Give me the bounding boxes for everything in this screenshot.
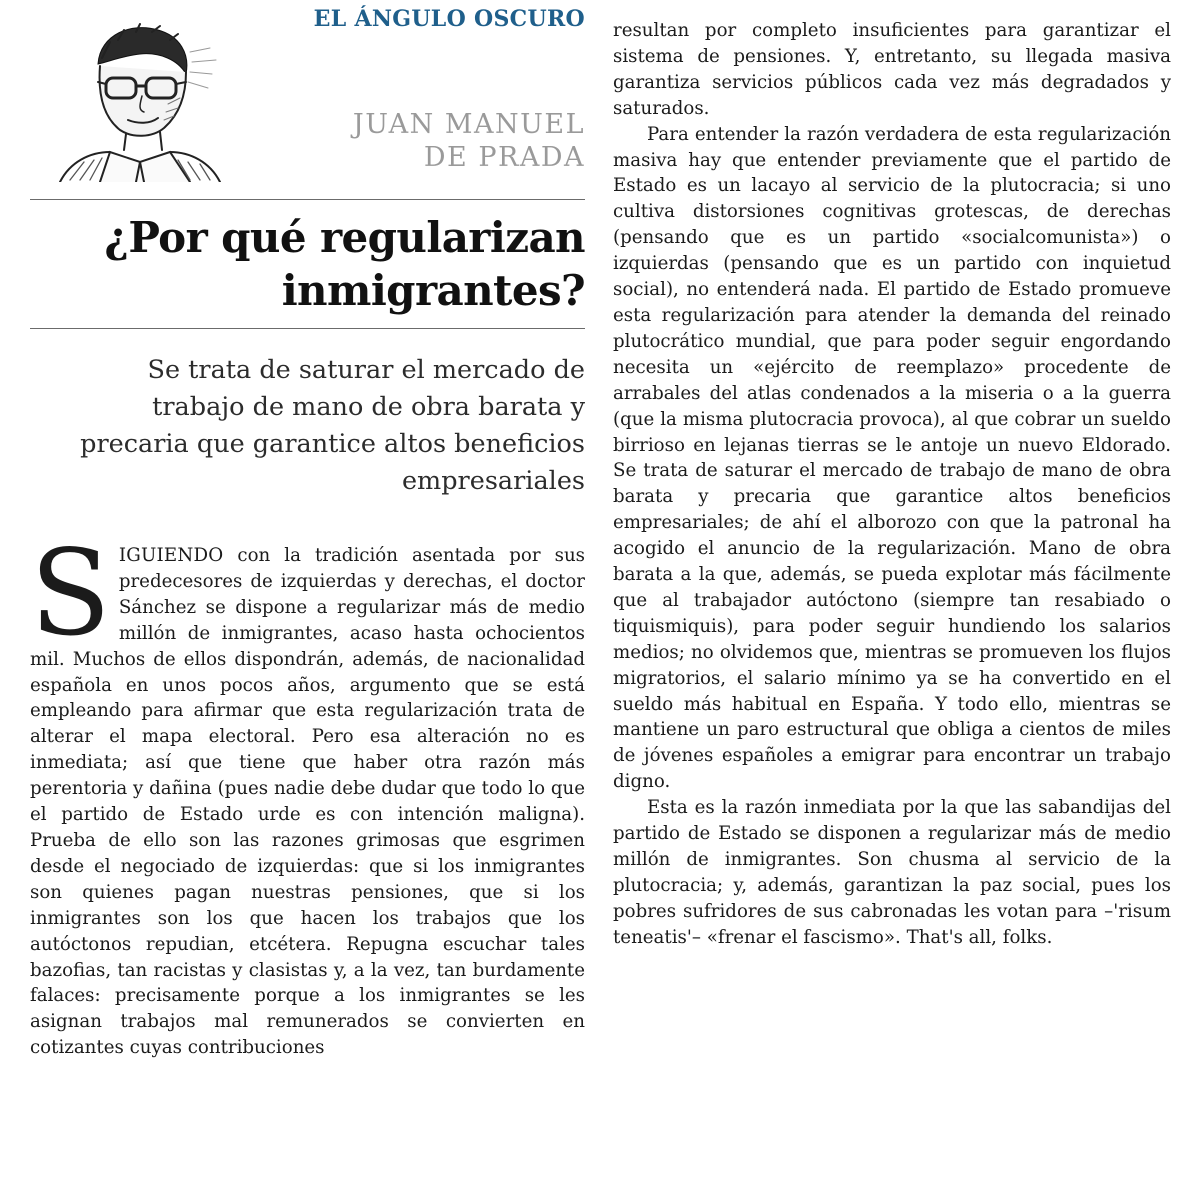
author-name-line1: JUAN MANUEL bbox=[352, 109, 585, 140]
divider-top bbox=[30, 199, 585, 200]
article-column-right bbox=[613, 18, 1171, 1178]
paragraph: resultan por completo insuficientes para garantizar el sistema de pensiones. Y, entretanto, su llegada masiva garantiza servicios públicos cada vez más degradados y saturados. bbox=[613, 20, 1171, 119]
lead-caps: IGUIENDO bbox=[118, 545, 224, 566]
paragraph: Para entender la razón verdadera de esta regularización masiva hay que entender previamente que el partido de Estado es un lacayo al servicio de la plutocracia; si uno cultiva distorsiones cognitivas grotescas, de derechas (pensando que es un partido «socialcomunista») o izquierdas (pensando que es un partido con inquietud social), no entenderá nada. El partido de Estado promueve esta regularización para atender la demanda del reinado plutocrático mundial, que para poder seguir engordando necesita un «ejército de reemplazo» procedente de arrabales del atlas condenados a la miseria o a la guerra (que la misma plutocracia provoca), al que cobrar un sueldo birrioso en lejanas tierras se le antoje un nuevo Eldorado. Se trata de saturar el mercado de trabajo de mano de obra barata y precaria que garantice altos beneficios empresariales; de ahí el alborozo con que la patronal ha acogido el anuncio de la regularización. Mano de obra barata a la que, además, se pueda explotar más fácilmente que al trabajador autóctono (siempre tan resabiado o tiquismiquis), para poder seguir hundiendo los salarios medios; no olvidemos que, mientras se promueven los flujos migratorios, el salario mínimo ya se ha convertido en el sueldo más habitual en España. Y todo ello, mientras se mantiene un paro estructural que obliga a cientos de miles de jóvenes españoles a emigrar para encontrar un trabajo digno. bbox=[613, 123, 1171, 793]
left-column-text: con la tradición asentada por sus predecesores de izquierdas y derechas, el doctor Sánchez se dispone a regularizar más de medio millón de inmigrantes, acaso hasta ochocientos mil. Muchos de ellos dispondrán, además, de nacionalidad española en unos pocos años, argumento que se está empleando para afirmar que esta regularización trata de alterar el mapa electoral. Pero esa alteración no es inmediata; así que tiene que haber otra razón más perentoria y dañina (pues nadie debe dudar que todo lo que el partido de Estado urde es con intención maligna). Prueba de ello son las razones grimosas que esgrimen desde el negociado de izquierdas: que si los inmigrantes son quienes pagan nuestras pensiones, que si los inmigrantes son los que hacen los trabajos que los autóctonos repudian, etcétera. Repugna escuchar tales bazofias, tan racistas y clasistas y, a la vez, tan burdamente falaces: precisamente porque a los inmigrantes se les asignan trabajos mal remunerados se convierten en cotizantes cuyas contribuciones bbox=[30, 545, 585, 1059]
divider-middle bbox=[30, 328, 585, 329]
headline: ¿Por qué regularizan inmigrantes? bbox=[104, 213, 585, 315]
article-column-left bbox=[30, 543, 585, 1178]
section-label: EL ÁNGULO OSCURO bbox=[313, 6, 585, 32]
author-name bbox=[300, 108, 585, 174]
subtitle: Se trata de saturar el mercado de trabajo de mano de obra barata y precaria que garantice altos beneficios empresariales bbox=[80, 355, 585, 496]
lead-paragraph bbox=[30, 543, 585, 1061]
drop-cap: S bbox=[30, 543, 111, 662]
author-portrait-illustration bbox=[40, 12, 240, 182]
paragraph: Esta es la razón inmediata por la que las sabandijas del partido de Estado se disponen a regularizar más de medio millón de inmigrantes. Son chusma al servicio de la plutocracia; y, además, garantizan la paz social, pues los pobres sufridores de sus cabronadas les votan para –'risum teneatis'– «frenar el fascismo». That's all, folks. bbox=[613, 797, 1171, 948]
author-name-line2: DE PRADA bbox=[423, 142, 585, 173]
